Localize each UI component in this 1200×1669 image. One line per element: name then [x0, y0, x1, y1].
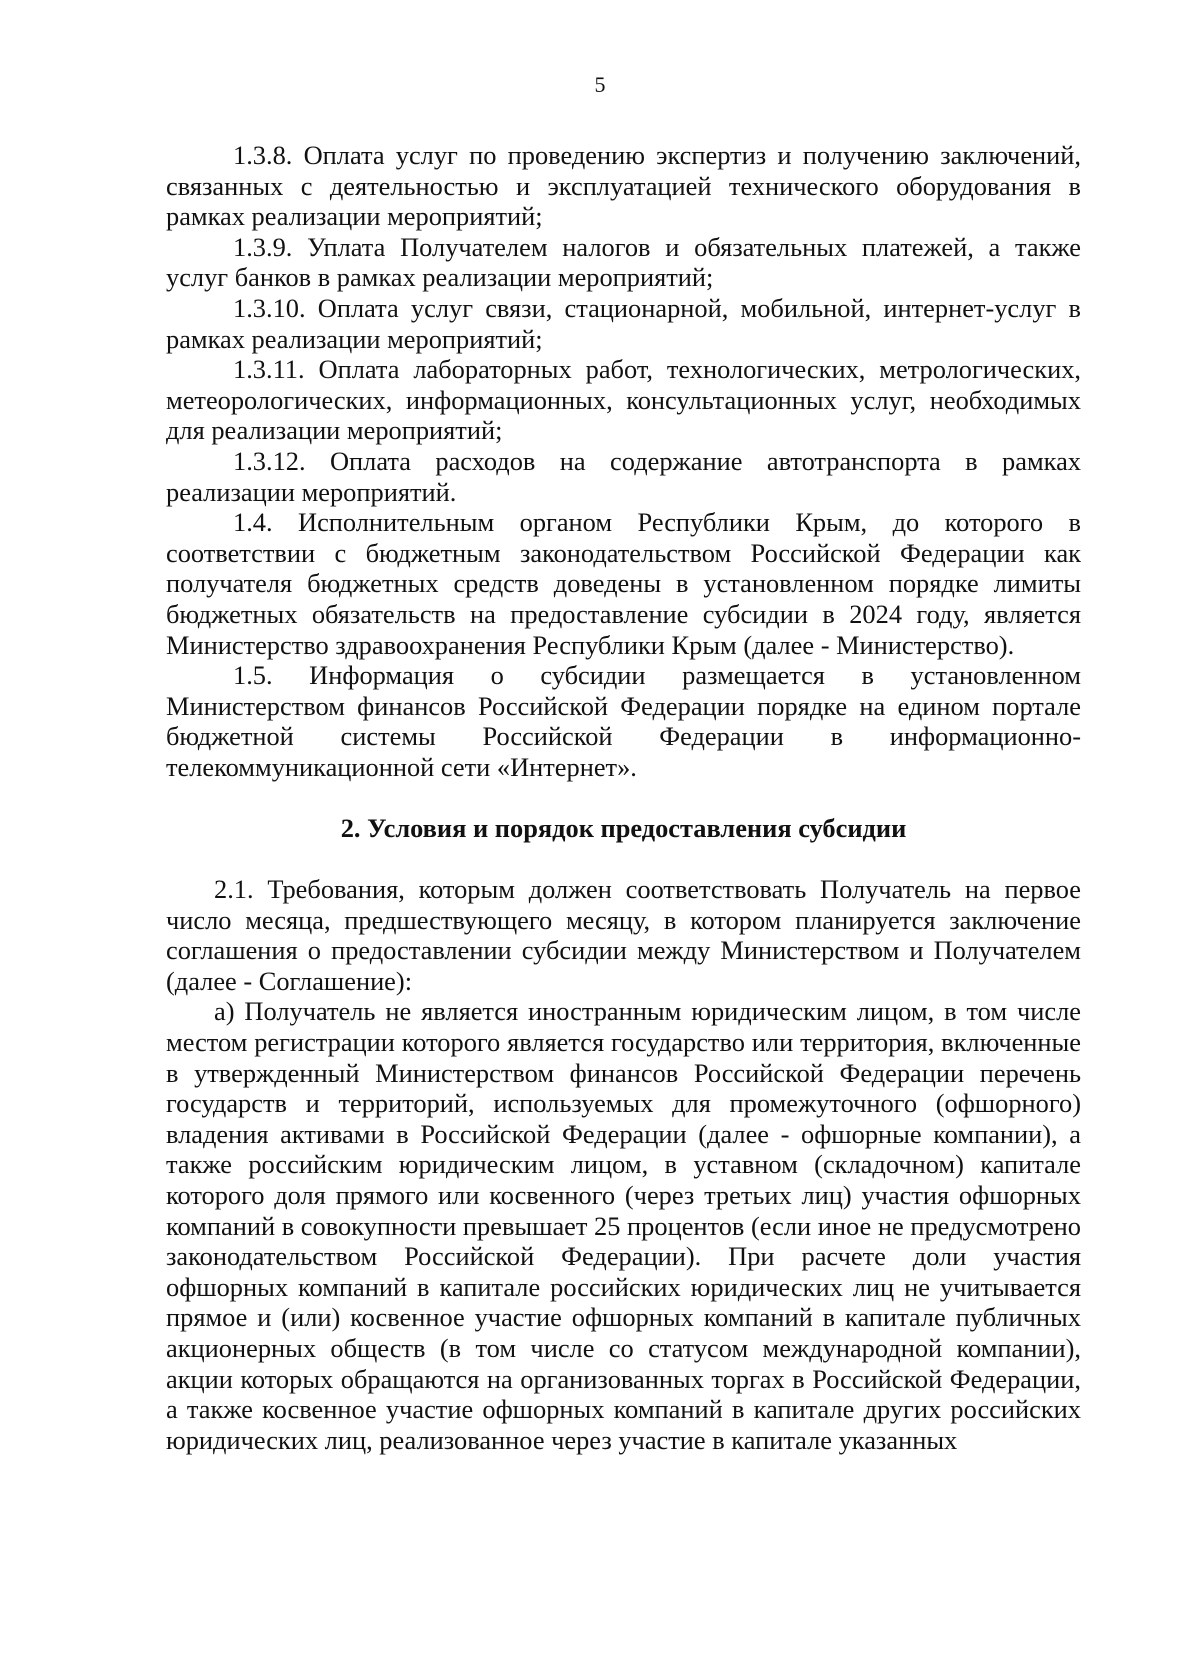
- page-number: 5: [594, 72, 606, 97]
- paragraph-1-3-12: 1.3.12. Оплата расходов на содержание автотранспорта в рамках реализации мероприятий.: [166, 445, 1081, 507]
- paragraph-1-3-8: 1.3.8. Оплата услуг по проведению экспертиз и получению заключений, связанных с деятельностью и эксплуатацией технического оборудования в рамках реализации мероприятий;: [166, 140, 1081, 232]
- paragraph-1-3-11: 1.3.11. Оплата лабораторных работ, технологических, метрологических, метеорологических, информационных, консультационных услуг, необходимых для реализации мероприятий;: [166, 354, 1081, 446]
- paragraph-1-4: 1.4. Исполнительным органом Республики Крым, до которого в соответствии с бюджетным законодательством Российской Федерации как получателя бюджетных средств доведены в установленном порядке лимиты бюджетных обязательств на предоставление субсидии в 2024 году, является Министерство здравоохранения Республики Крым (далее - Министерство).: [166, 507, 1081, 660]
- paragraph-1-3-10: 1.3.10. Оплата услуг связи, стационарной, мобильной, интернет-услуг в рамках реализации мероприятий;: [166, 292, 1081, 354]
- document-body: [166, 140, 1081, 1455]
- section-heading: 2. Условия и порядок предоставления субсидии: [340, 813, 907, 844]
- paragraph-1-5: 1.5. Информация о субсидии размещается в установленном Министерством финансов Российской Федерации порядке на едином портале бюджетной системы Российской Федерации в информационно-телекоммуникационной сети «Интернет».: [166, 660, 1081, 782]
- paragraph-2-1-a: а) Получатель не является иностранным юридическим лицом, в том числе местом регистрации которого является государство или территория, включенные в утвержденный Министерством финансов Российской Федерации перечень государств и территорий, используемых для промежуточного (офшорного) владения активами в Российской Федерации (далее - офшорные компании), а также российским юридическим лицом, в уставном (складочном) капитале которого доля прямого или косвенного (через третьих лиц) участия офшорных компаний в совокупности превышает 25 процентов (если иное не предусмотрено законодательством Российской Федерации). При расчете доли участия офшорных компаний в капитале российских юридических лиц не учитывается прямое и (или) косвенное участие офшорных компаний в капитале публичных акционерных обществ (в том числе со статусом международной компании), акции которых обращаются на организованных торгах в Российской Федерации, а также косвенное участие офшорных компаний в капитале других российских юридических лиц, реализованное через участие в капитале указанных: [166, 996, 1081, 1455]
- paragraph-2-1: 2.1. Требования, которым должен соответствовать Получатель на первое число месяца, предшествующего месяцу, в котором планируется заключение соглашения о предоставлении субсидии между Министерством и Получателем (далее - Соглашение):: [166, 874, 1081, 996]
- paragraph-1-3-9: 1.3.9. Уплата Получателем налогов и обязательных платежей, а также услуг банков в рамках реализации мероприятий;: [166, 231, 1081, 293]
